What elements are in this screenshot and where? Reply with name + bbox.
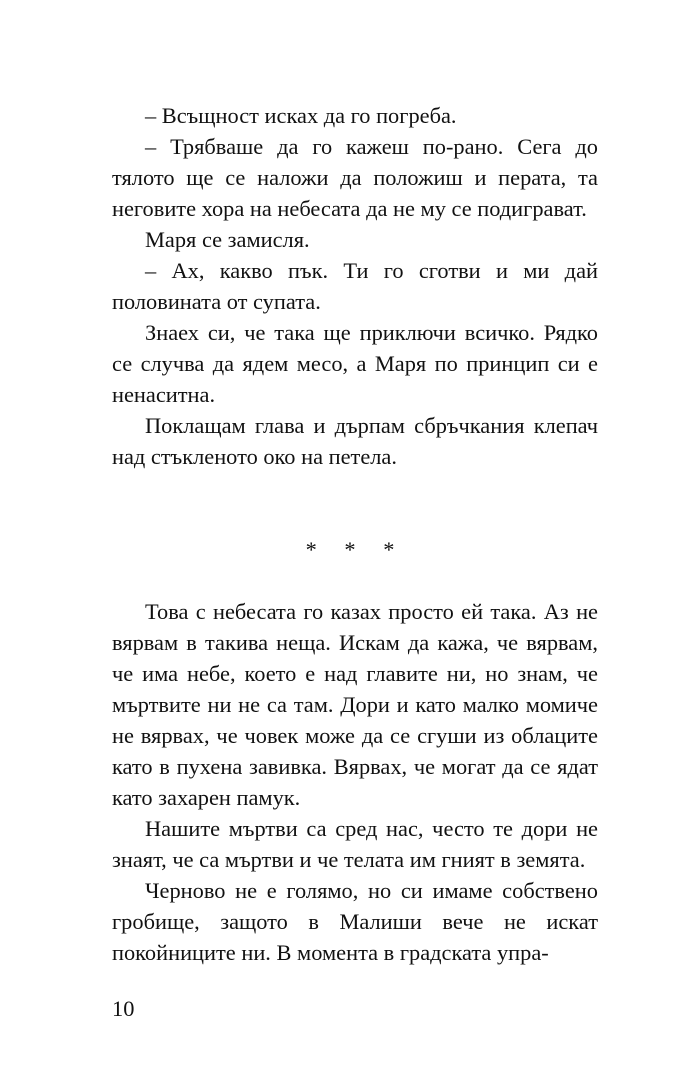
text-block-bottom <box>112 596 598 968</box>
text-block-top <box>112 100 598 472</box>
paragraph: Маря се замисля. <box>145 227 310 252</box>
paragraph: Нашите мъртви са сред нас, често те дори не знаят, че са мъртви и че телата им гният в земята. <box>112 816 598 872</box>
paragraph: Черново не е голямо, но си имаме собствено гробище, защото в Малиши вече не искат покойниците ни. В момента в градската упра- <box>112 878 598 965</box>
paragraph: – Ах, какво пък. Ти го сготви и ми дай половината от супата. <box>112 258 598 314</box>
paragraph: – Трябваше да го кажеш по-рано. Сега до тялото ще се наложи да положиш и перата, та неговите хора на небесата да не му се подиграват. <box>112 134 598 221</box>
section-separator: * * * <box>305 537 395 562</box>
paragraph: Това с небесата го казах просто ей така. Аз не вярвам в такива неща. Искам да кажа, че вярвам, че има небе, което е над главите ни, но знам, че мъртвите ни не са там. Дори и като малко момиче не вярвах, че човек може да се сгуши из облаците като в пухена завивка. Вярвах, че могат да се ядат като захарен памук. <box>112 599 598 810</box>
paragraph: – Всъщност исках да го погреба. <box>145 103 457 128</box>
paragraph: Поклащам глава и дърпам сбръчкания клепач над стъкленото око на петела. <box>112 413 598 469</box>
page-number: 10 <box>112 996 135 1021</box>
paragraph: Знаех си, че така ще приключи всичко. Рядко се случва да ядем месо, а Маря по принцип си е ненаситна. <box>112 320 598 407</box>
